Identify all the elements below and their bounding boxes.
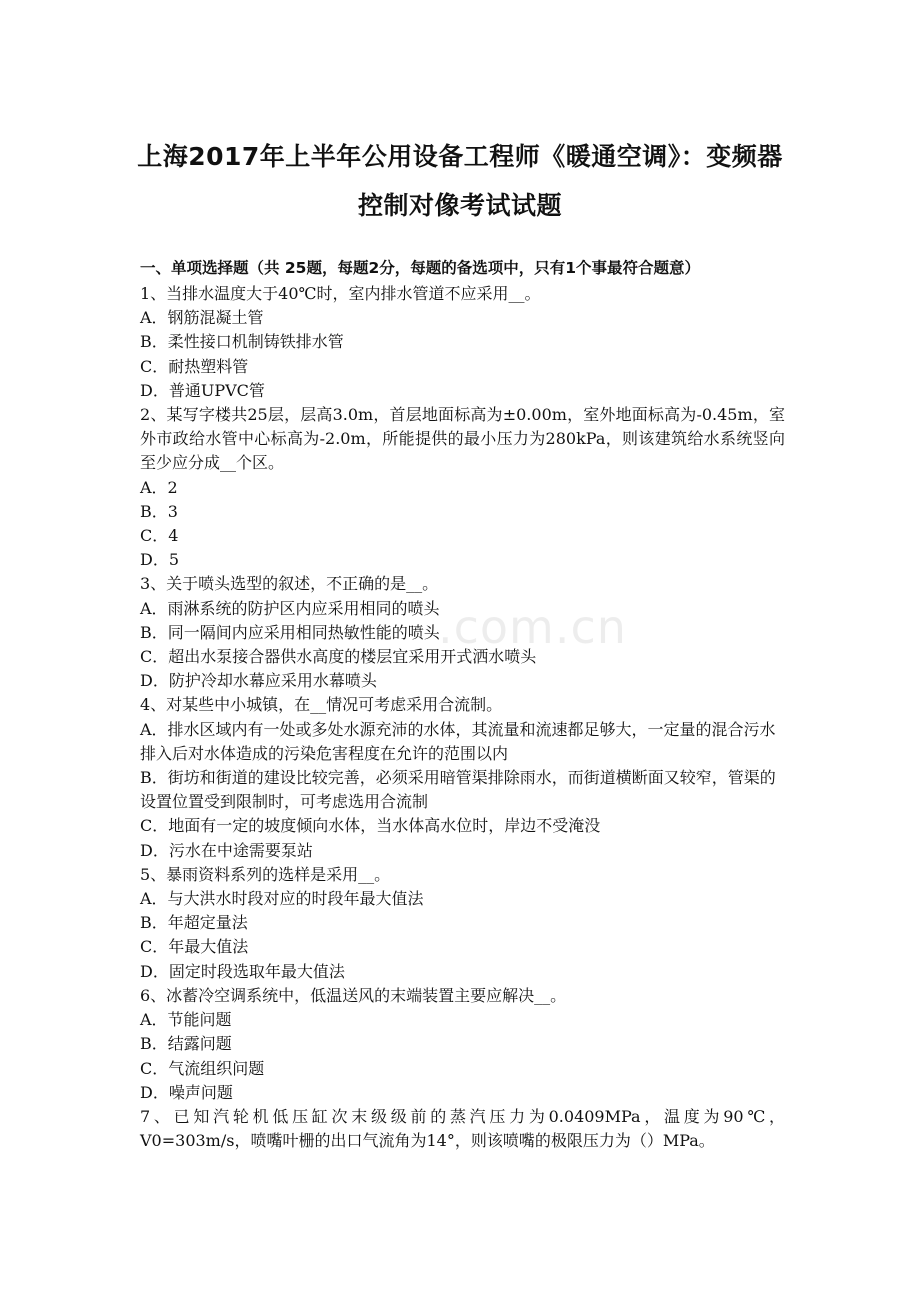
watermark-text: .com.cn xyxy=(438,600,627,654)
option-a: A．钢筋混凝土管 xyxy=(140,308,264,328)
option-b: B．街坊和街道的建设比较完善，必须采用暗管渠排除雨水，而街道横断面又较窄，管渠的设置位置受到限制时，可考虑选用合流制 xyxy=(140,768,776,812)
option-c: C．地面有一定的坡度倾向水体，当水体高水位时，岸边不受淹没 xyxy=(140,816,601,836)
question-stem: 4、对某些中小城镇，在__情况可考虑采用合流制。 xyxy=(140,695,503,715)
option-a: A．与大洪水时段对应的时段年最大值法 xyxy=(140,889,424,909)
question-7 xyxy=(140,1105,785,1153)
option-d: D．普通UPVC管 xyxy=(140,380,265,400)
option-b: B．结露问题 xyxy=(140,1034,232,1054)
option-d: D．5 xyxy=(140,550,180,570)
option-a: A．节能问题 xyxy=(140,1010,232,1030)
option-d: D．固定时段选取年最大值法 xyxy=(140,961,345,981)
option-b: B．同一隔间内应采用相同热敏性能的喷头 xyxy=(140,622,440,642)
option-c: C．4 xyxy=(140,526,179,546)
option-c: C．超出水泵接合器供水高度的楼层宜采用开式洒水喷头 xyxy=(140,647,537,667)
question-4 xyxy=(140,693,785,862)
question-stem: 7、已知汽轮机低压缸次末级级前的蒸汽压力为0.0409MPa，温度为90℃，V0=303m/s，喷嘴叶栅的出口气流角为14°，则该喷嘴的极限压力为（）MPa。 xyxy=(140,1106,785,1151)
section-heading: 一、单项选择题（共 25题，每题2分，每题的备选项中，只有1个事最符合题意） xyxy=(140,259,701,277)
option-d: D．噪声问题 xyxy=(140,1082,233,1102)
option-c: C．耐热塑料管 xyxy=(140,356,249,376)
question-stem: 2、某写字楼共25层，层高3.0m，首层地面标高为±0.00m，室外地面标高为-0.45m，室外市政给水管中心标高为-2.0m，所能提供的最小压力为280kPa，则该建筑给水系统竖向至少应分成__个区。 xyxy=(140,405,785,473)
option-b: B．3 xyxy=(140,501,178,521)
question-2 xyxy=(140,403,785,572)
document-title-line1: 上海2017年上半年公用设备工程师《暖通空调》：变频器 xyxy=(137,142,783,171)
document-title-line2: 控制对像考试试题 xyxy=(357,191,562,220)
question-1 xyxy=(140,282,785,403)
option-b: B．年超定量法 xyxy=(140,913,248,933)
option-c: C．年最大值法 xyxy=(140,937,249,957)
option-a: A．雨淋系统的防护区内应采用相同的喷头 xyxy=(140,598,440,618)
option-c: C．气流组织问题 xyxy=(140,1058,265,1078)
option-d: D．污水在中途需要泵站 xyxy=(140,840,313,860)
question-6 xyxy=(140,984,785,1105)
question-stem: 5、暴雨资料系列的选样是采用__。 xyxy=(140,864,391,884)
question-stem: 6、冰蓄冷空调系统中，低温送风的末端装置主要应解决__。 xyxy=(140,985,567,1005)
question-stem: 3、关于喷头选型的叙述，不正确的是__。 xyxy=(140,574,439,594)
question-5 xyxy=(140,863,785,984)
document-body xyxy=(140,256,785,1153)
option-a: A．2 xyxy=(140,477,178,497)
question-stem: 1、当排水温度大于40℃时，室内排水管道不应采用__。 xyxy=(140,284,541,303)
option-a: A．排水区域内有一处或多处水源充沛的水体，其流量和流速都足够大，一定量的混合污水排入后对水体造成的污染危害程度在允许的范围以内 xyxy=(140,719,776,763)
option-b: B．柔性接口机制铸铁排水管 xyxy=(140,332,344,352)
option-d: D．防护冷却水幕应采用水幕喷头 xyxy=(140,671,377,691)
question-3 xyxy=(140,572,785,693)
